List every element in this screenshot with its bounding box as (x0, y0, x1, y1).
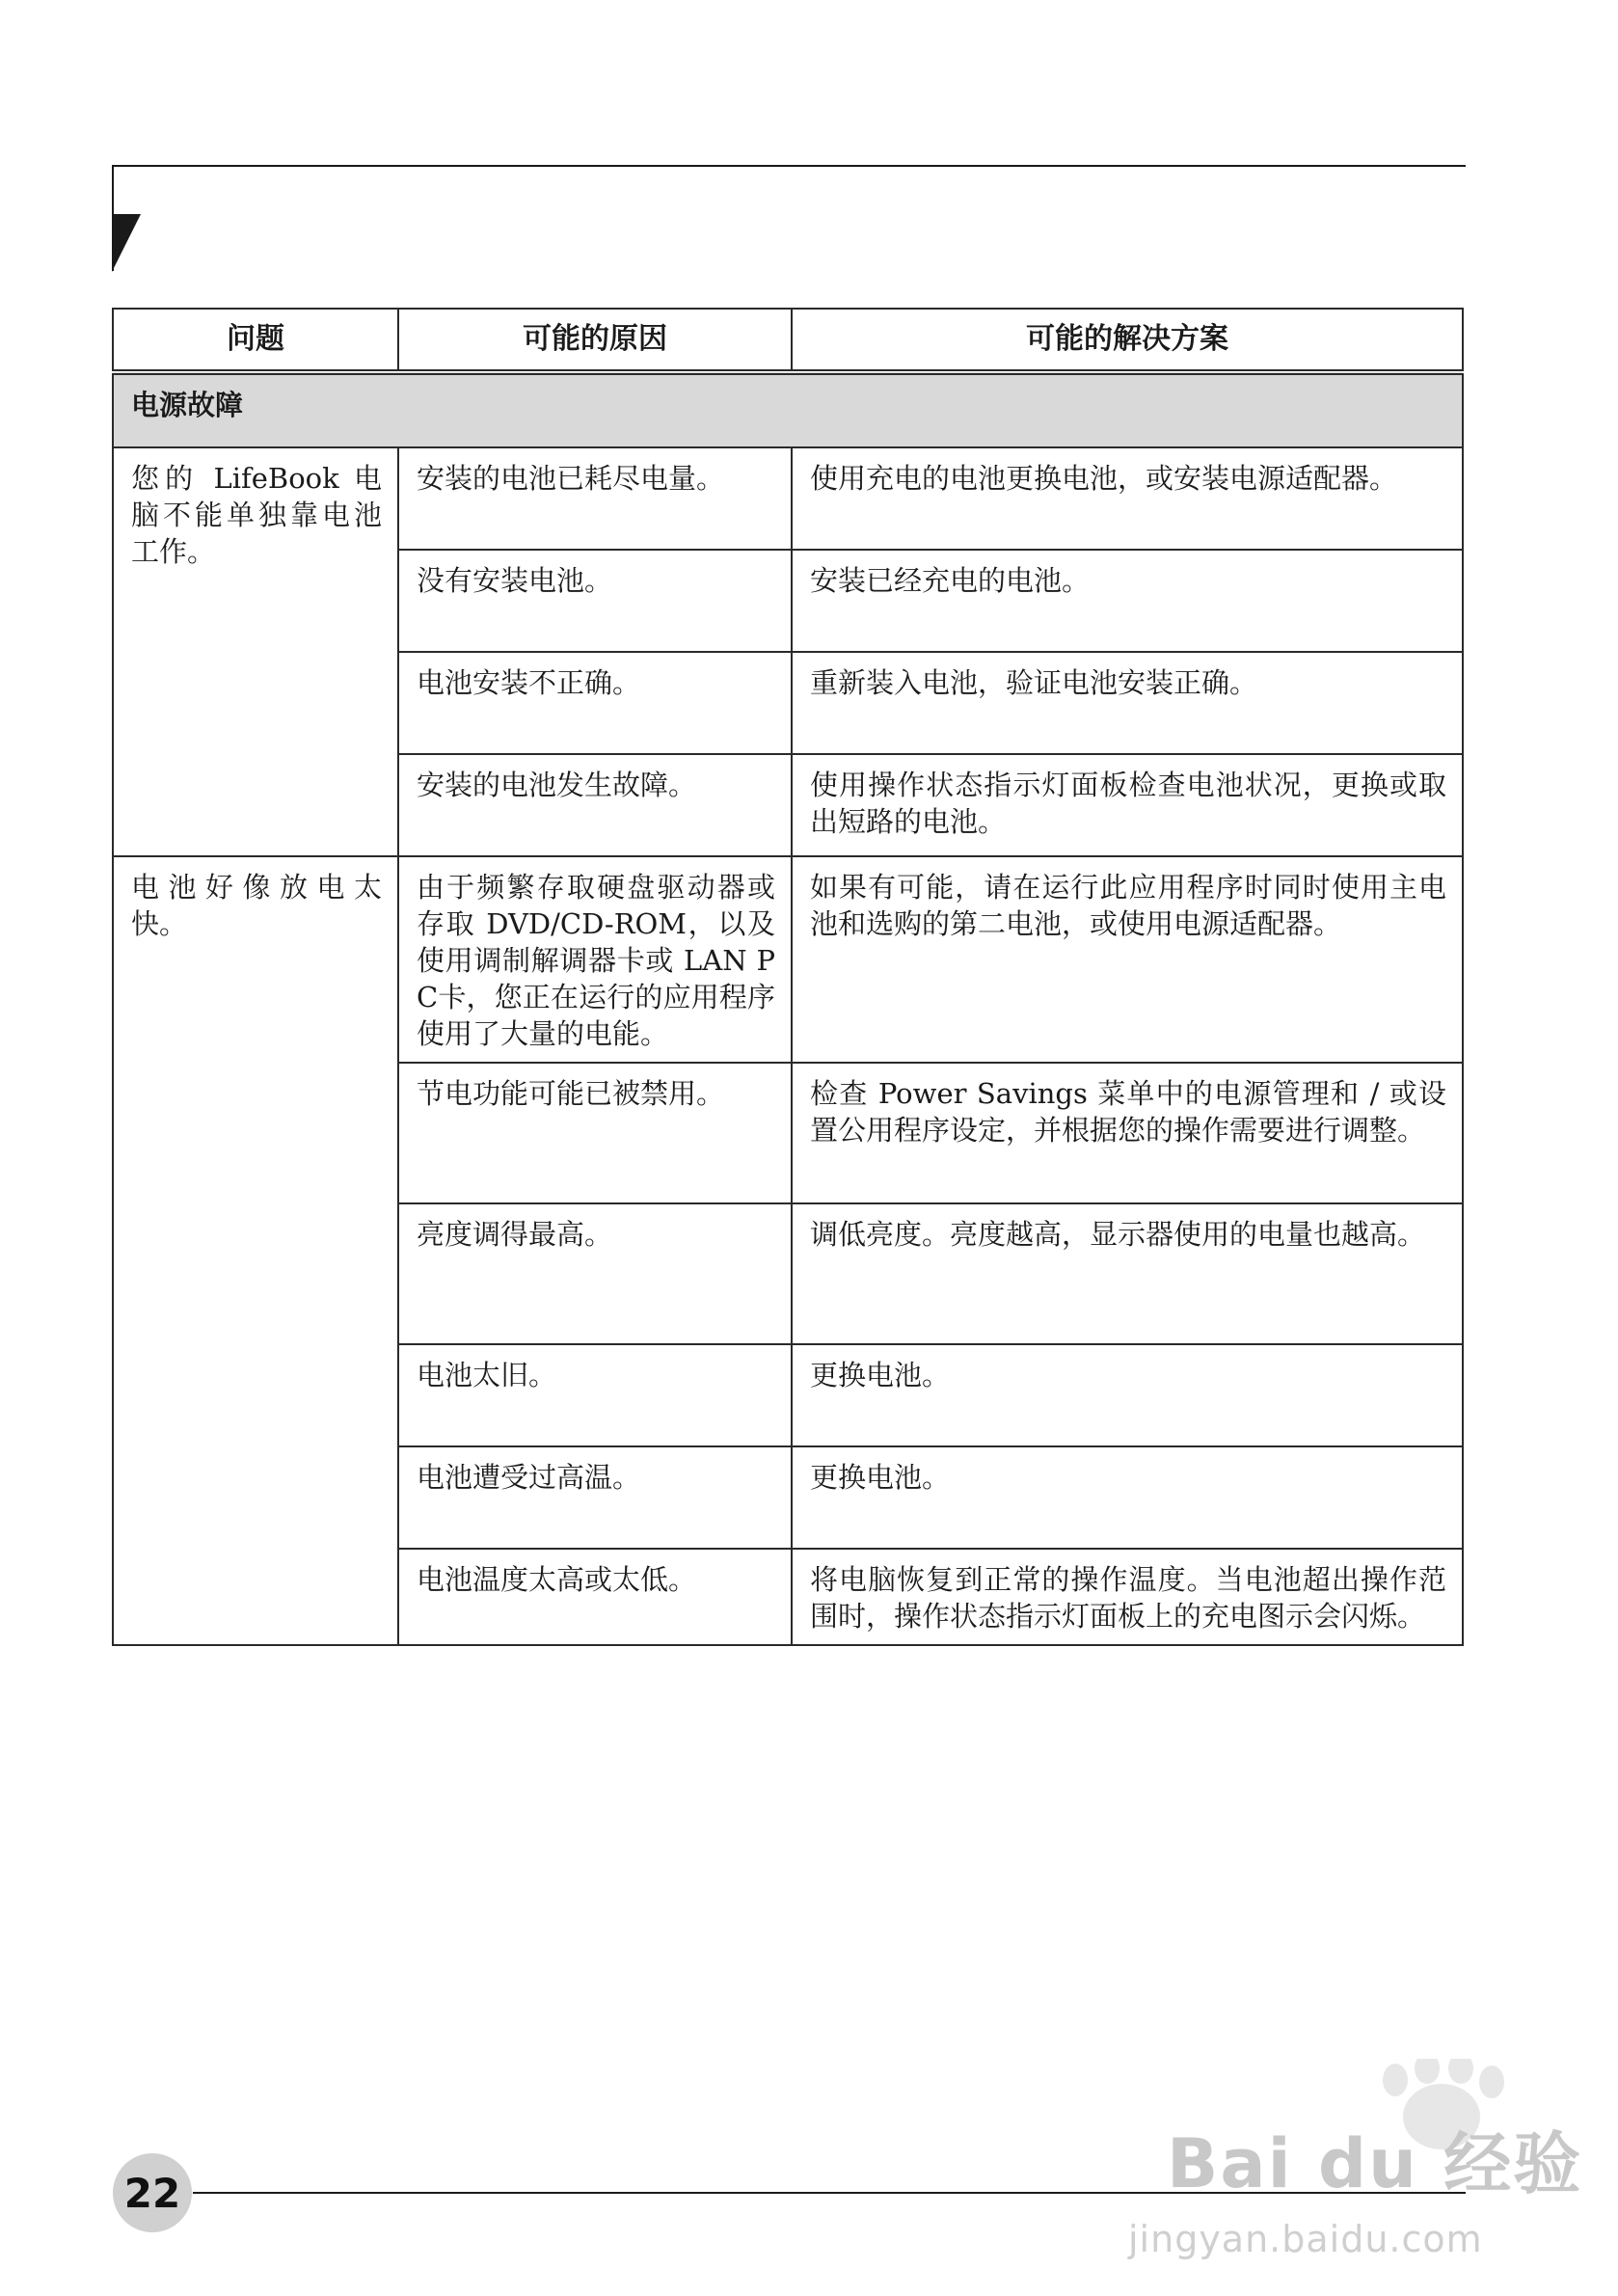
cause-cell: 节电功能可能已被禁用。 (398, 1063, 792, 1203)
header-rule (112, 165, 1466, 167)
corner-wedge-mark (112, 214, 141, 272)
section-row (113, 372, 1463, 447)
solution-cell: 如果有可能，请在运行此应用程序时同时使用主电池和选购的第二电池，或使用电源适配器。 (792, 856, 1463, 1063)
watermark-url: jingyan.baidu.com (1128, 2218, 1483, 2260)
solution-cell: 安装已经充电的电池。 (792, 550, 1463, 652)
solution-cell: 更换电池。 (792, 1344, 1463, 1446)
cause-cell: 由于频繁存取硬盘驱动器或存取 DVD/CD-ROM，以及使用调制解调器卡或 LAN PC卡，您正在运行的应用程序使用了大量的电能。 (398, 856, 792, 1063)
table-header-row (113, 309, 1463, 372)
cause-cell: 电池安装不正确。 (398, 652, 792, 754)
cause-cell: 亮度调得最高。 (398, 1203, 792, 1344)
solution-cell: 调低亮度。亮度越高，显示器使用的电量也越高。 (792, 1203, 1463, 1344)
watermark-brand: Bai du 经验 (1167, 2124, 1583, 2203)
troubleshooting-table (112, 308, 1464, 1646)
header-problem: 问题 (113, 309, 398, 372)
problem-cell: 您的 LifeBook 电脑不能单独靠电池工作。 (113, 447, 398, 856)
cause-cell: 电池温度太高或太低。 (398, 1549, 792, 1645)
cause-cell: 没有安装电池。 (398, 550, 792, 652)
header-cause: 可能的原因 (398, 309, 792, 372)
table-row (113, 856, 1463, 1063)
header-solution: 可能的解决方案 (792, 309, 1463, 372)
section-title: 电源故障 (113, 372, 1463, 447)
cause-cell: 电池遭受过高温。 (398, 1446, 792, 1549)
cause-cell: 电池太旧。 (398, 1344, 792, 1446)
solution-cell: 检查 Power Savings 菜单中的电源管理和 / 或设置公用程序设定，并根据您的操作需要进行调整。 (792, 1063, 1463, 1203)
table-row (113, 447, 1463, 550)
solution-cell: 重新装入电池，验证电池安装正确。 (792, 652, 1463, 754)
page-number: 22 (113, 2153, 192, 2232)
solution-cell: 将电脑恢复到正常的操作温度。当电池超出操作范围时，操作状态指示灯面板上的充电图示会闪烁。 (792, 1549, 1463, 1645)
problem-cell: 电池好像放电太快。 (113, 856, 398, 1645)
solution-cell: 使用操作状态指示灯面板检查电池状况，更换或取出短路的电池。 (792, 754, 1463, 856)
solution-cell: 使用充电的电池更换电池，或安装电源适配器。 (792, 447, 1463, 550)
cause-cell: 安装的电池发生故障。 (398, 754, 792, 856)
solution-cell: 更换电池。 (792, 1446, 1463, 1549)
cause-cell: 安装的电池已耗尽电量。 (398, 447, 792, 550)
